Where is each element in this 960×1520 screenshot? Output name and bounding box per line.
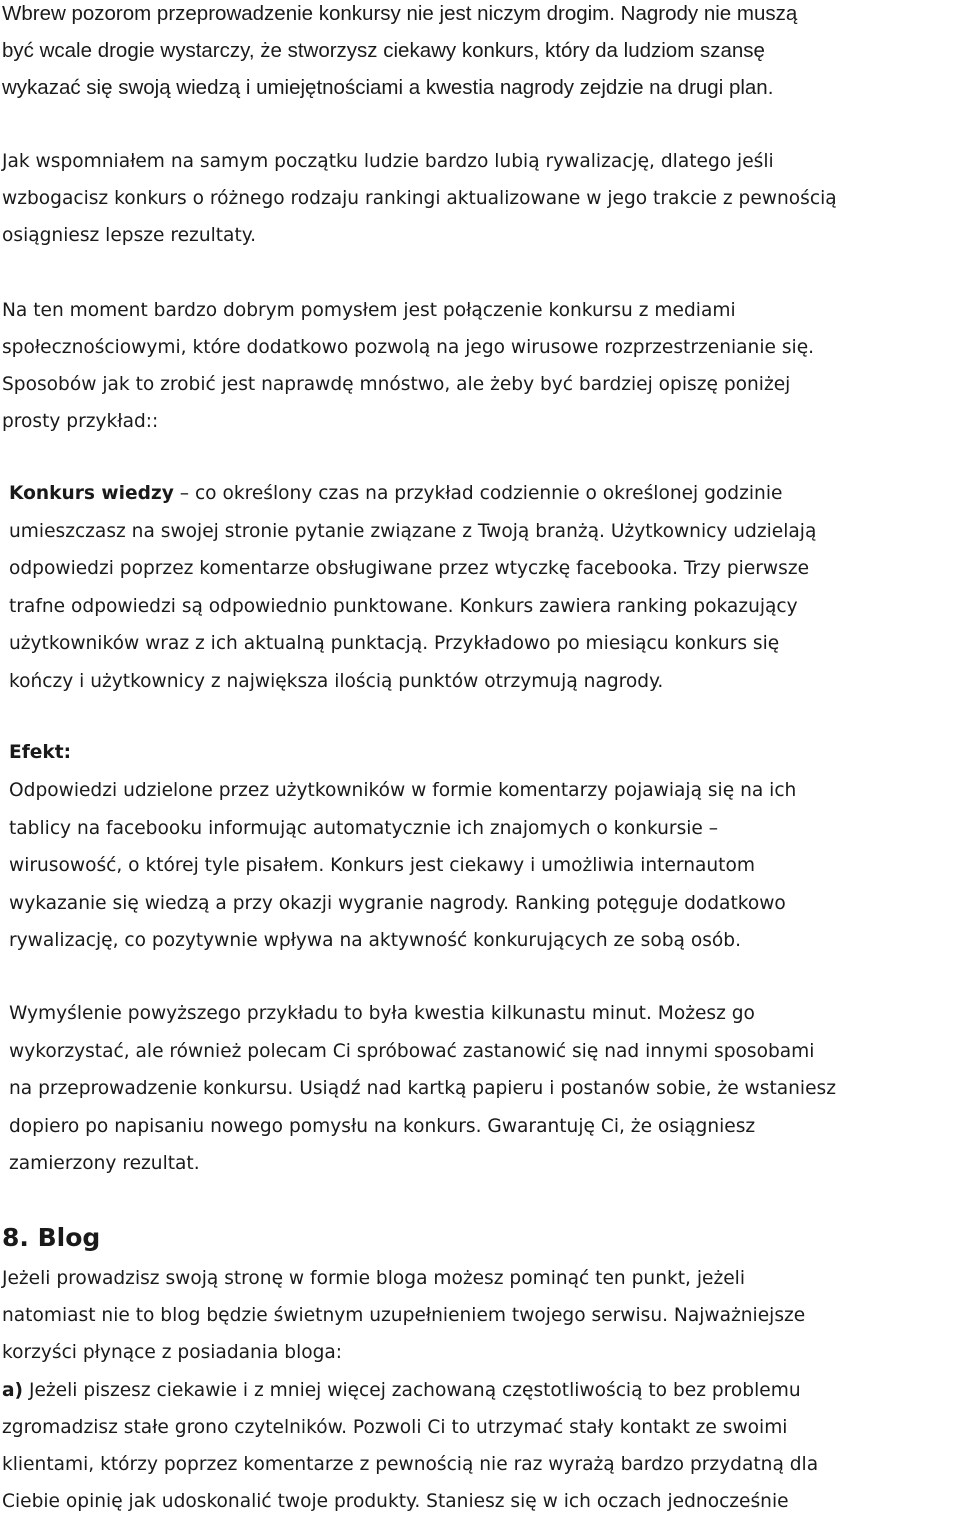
paragraph-example-summary (9, 995, 955, 1183)
text-line: zgromadzisz stałe grono czytelników. Pozwoli Ci to utrzymać stały kontakt ze swoimi (2, 1417, 788, 1438)
text-line: prosty przykład:: (2, 411, 159, 432)
text-line: Wbrew pozorom przeprowadzenie konkursy nie jest niczym drogim. Nagrody nie muszą (2, 2, 798, 25)
efekt-label: Efekt: (9, 742, 72, 763)
text-line: Odpowiedzi udzielone przez użytkowników w formie komentarzy pojawiają się na ich (9, 780, 797, 801)
text-segment: Jeżeli piszesz ciekawie i z mniej więcej zachowaną częstotliwością to bez problemu (23, 1380, 801, 1401)
text-line: Sposobów jak to zrobić jest naprawdę mnóstwo, ale żeby być bardziej opiszę poniżej (2, 374, 791, 395)
text-line: Jeżeli prowadzisz swoją stronę w formie bloga możesz pominąć ten punkt, jeżeli (2, 1268, 745, 1289)
text-line: odpowiedzi poprzez komentarze obsługiwane przez wtyczkę facebooka. Trzy pierwsze (9, 558, 810, 579)
paragraph-social-media (2, 292, 958, 440)
text-line: tablicy na facebooku informując automatycznie ich znajomych o konkursie – (9, 817, 719, 839)
text-line: osiągniesz lepsze rezultaty. (2, 225, 257, 246)
paragraph-knowledge-contest (9, 475, 955, 700)
text-line: wirusowość, o której tyle pisałem. Konkurs jest ciekawy i umożliwia internautom (9, 855, 755, 876)
text-line: na przeprowadzenie konkursu. Usiądź nad kartką papieru i postanów sobie, że wstaniesz (9, 1078, 836, 1099)
text-segment: – co określony czas na przykład codziennie o określonej godzinie (173, 483, 783, 504)
text-line: użytkowników wraz z ich aktualną punktacją. Przykładowo po miesiącu konkurs się (9, 633, 780, 654)
text-line: trafne odpowiedzi są odpowiednio punktowane. Konkurs zawiera ranking pokazujący (9, 595, 798, 617)
text-line: Wymyślenie powyższego przykładu to była kwestia kilkunastu minut. Możesz go (9, 1003, 755, 1024)
text-line: wykazać się swoją wiedzą i umiejętnościami a kwestia nagrody zejdzie na drugi plan. (2, 76, 774, 99)
text-line: wzbogacisz konkurs o różnego rodzaju rankingi aktualizowane w jego trakcie z pewnością (2, 188, 837, 209)
text-line: Na ten moment bardzo dobrym pomysłem jest połączenie konkursu z mediami (2, 300, 736, 321)
paragraph-effect (9, 772, 955, 960)
text-line: wykazanie się wiedzą a przy okazji wygranie nagrody. Ranking potęguje dodatkowo (9, 892, 786, 914)
text-line: korzyści płynące z posiadania bloga: (2, 1342, 343, 1363)
text-line: kończy i użytkownicy z największa ilością punktów otrzymują nagrody. (9, 670, 664, 692)
section-heading-blog: 8. Blog (2, 1223, 101, 1252)
text-line: dopiero po napisaniu nowego pomysłu na konkurs. Gwarantuję Ci, że osiągniesz (9, 1115, 756, 1137)
text-line: być wcale drogie wystarczy, że stworzysz ciekawy konkurs, który da ludziom szansę (2, 39, 765, 62)
text-line: rywalizację, co pozytywnie wpływa na aktywność konkurujących ze sobą osób. (9, 930, 741, 951)
text-line: umieszczasz na swojej stronie pytanie związane z Twoją branżą. Użytkownicy udzielają (9, 520, 817, 542)
paragraph-blog-benefit-a (2, 1372, 958, 1520)
text-line: klientami, którzy poprzez komentarze z pewnością nie raz wyrażą bardzo przydatną dla (2, 1454, 819, 1475)
text-line (9, 475, 955, 513)
text-line: społecznościowymi, które dodatkowo pozwolą na jego wirusowe rozprzestrzenianie się. (2, 337, 815, 358)
text-line: natomiast nie to blog będzie świetnym uzupełnieniem twojego serwisu. Najważniejsze (2, 1305, 806, 1326)
text-line (2, 1372, 958, 1409)
paragraph-intro (2, 0, 958, 106)
paragraph-blog-intro (2, 1260, 958, 1371)
text-line: Jak wspomniałem na samym początku ludzie bardzo lubią rywalizację, dlatego jeśli (2, 151, 774, 172)
text-line: wykorzystać, ale również polecam Ci spróbować zastanowić się nad innymi sposobami (9, 1040, 815, 1062)
text-line: Ciebie opinię jak udoskonalić twoje produkty. Staniesz się w ich oczach jednocześnie (2, 1491, 789, 1512)
list-marker-a: a) (2, 1380, 24, 1401)
paragraph-rivalry (2, 143, 958, 254)
text-line: zamierzony rezultat. (9, 1153, 200, 1174)
term-konkurs-wiedzy: Konkurs wiedzy (9, 483, 174, 504)
